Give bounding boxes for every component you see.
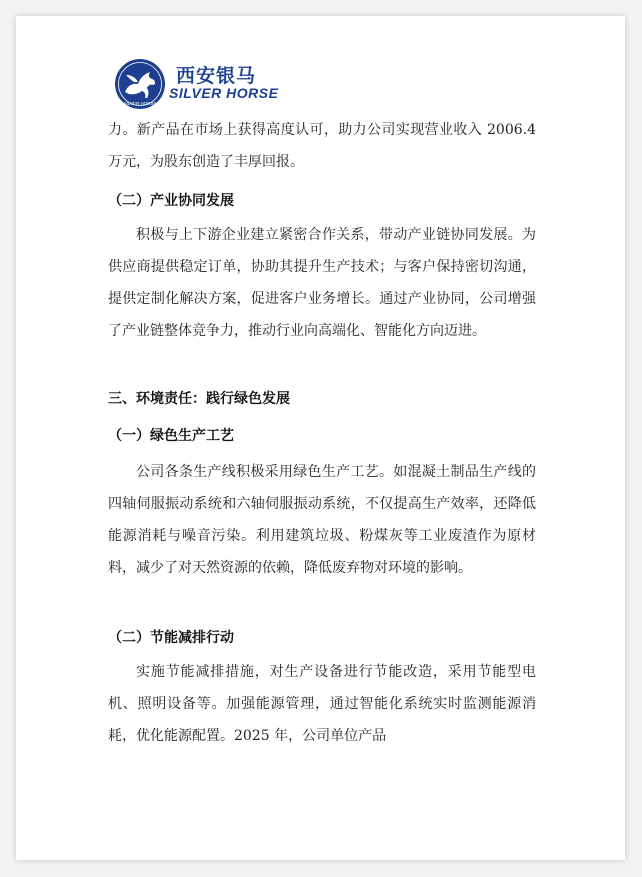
paragraph-green-production: 公司各条生产线积极采用绿色生产工艺。如混凝土制品生产线的四轴伺服振动系统和六轴伺服振动系统，不仅提高生产效率，还降低能源消耗与噪音污染。利用建筑垃圾、粉煤灰等工业废渣作为原材料，减少了对天然资源的依赖，降低废弃物对环境的影响。: [108, 464, 536, 576]
logo-chinese-name: 西安银马: [176, 65, 257, 87]
heading-energy-saving: （二）节能减排行动: [108, 630, 234, 646]
paragraph-industry-synergy: 积极与上下游企业建立紧密合作关系，带动产业链协同发展。为供应商提供稳定订单，协助其提升生产技术；与客户保持密切沟通，提供定制化解决方案，促进客户业务增长。通过产业协同，公司增强了产业链整体竞争力，推动行业向高端化、智能化方向迈进。: [108, 227, 536, 339]
document-page: [16, 16, 625, 860]
paragraph-revenue: 力。新产品在市场上获得高度认可，助力公司实现营业收入 2006.4 万元，为股东创造了丰厚回报。: [108, 122, 536, 170]
company-logo: [114, 58, 289, 114]
heading-industry-synergy: （二）产业协同发展: [108, 193, 234, 209]
silver-horse-emblem-icon: [114, 58, 166, 110]
logo-english-name: SILVER HORSE: [169, 85, 279, 101]
heading-green-production: （一）绿色生产工艺: [108, 428, 234, 444]
paragraph-energy-saving: 实施节能减排措施，对生产设备进行节能改造，采用节能型电机、照明设备等。加强能源管理，通过智能化系统实时监测能源消耗，优化能源配置。2025 年，公司单位产品: [108, 664, 536, 744]
heading-environment-responsibility: 三、环境责任：践行绿色发展: [108, 391, 290, 407]
emblem-text: SILVER HORSE: [123, 101, 157, 106]
